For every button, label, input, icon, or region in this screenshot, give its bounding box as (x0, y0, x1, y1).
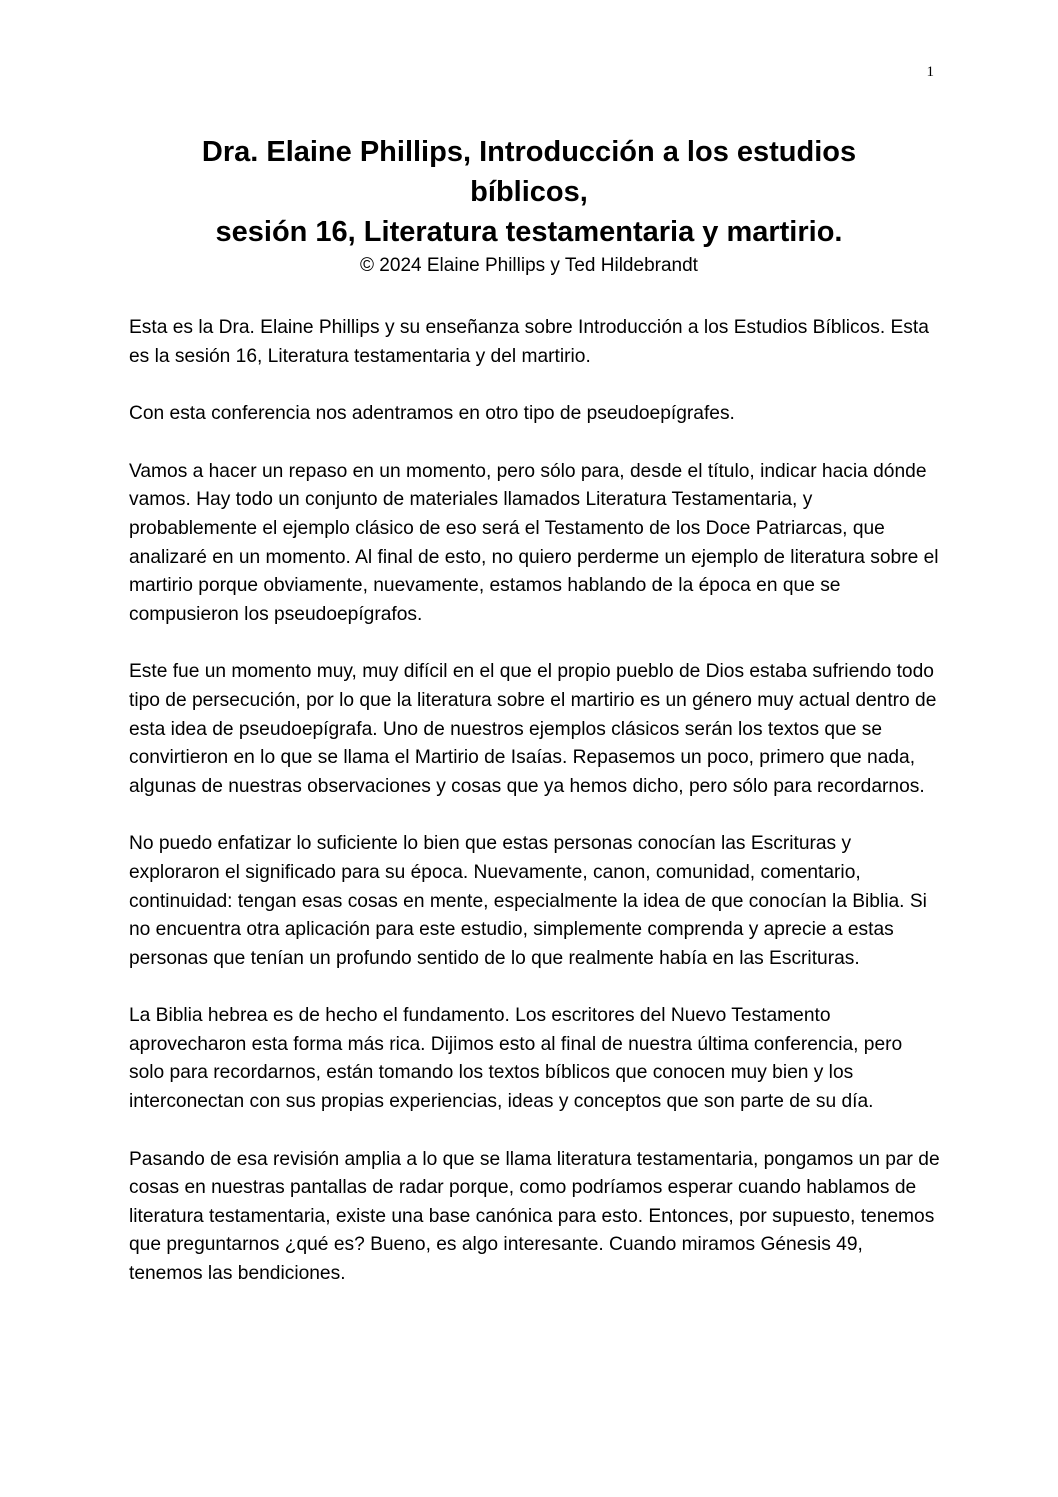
paragraph: La Biblia hebrea es de hecho el fundamento. Los escritores del Nuevo Testamento aprovecharon esta forma más rica. Dijimos esto al final de nuestra última conferencia, pero solo para recordarnos, están tomando los textos bíblicos que conocen muy bien y los interconectan con sus propias experiencias, ideas y conceptos que son parte de su día. (129, 1005, 903, 1113)
document-title-line-3: sesión 16, Literatura testamentaria y martirio. (215, 216, 843, 248)
paragraph: Esta es la Dra. Elaine Phillips y su enseñanza sobre Introducción a los Estudios Bíblicos. Esta es la sesión 16, Literatura testamentaria y del martirio. (129, 317, 929, 367)
paragraph: Con esta conferencia nos adentramos en otro tipo de pseudoepígrafes. (129, 403, 735, 425)
document-title-line-2: bíblicos, (470, 176, 588, 208)
paragraph: No puedo enfatizar lo suficiente lo bien que estas personas conocían las Escrituras y exploraron el significado para su época. Nuevamente, canon, comunidad, comentario, continuidad: tengan esas cosas en mente, especialmente la idea de que conocían la Biblia. Si no encuentra otra aplicación para este estudio, simplemente comprenda y aprecie a estas personas que tenían un profundo sentido de lo que realmente había en las Escrituras. (129, 833, 927, 969)
copyright-notice: © 2024 Elaine Phillips y Ted Hildebrandt (360, 255, 698, 276)
document-title-line-1: Dra. Elaine Phillips, Introducción a los estudios (201, 136, 857, 168)
document-body (129, 314, 941, 1318)
paragraph: Este fue un momento muy, muy difícil en el que el propio pueblo de Dios estaba sufriendo todo tipo de persecución, por lo que la literatura sobre el martirio es un género muy actual dentro de esta idea de pseudoepígrafa. Uno de nuestros ejemplos clásicos serán los textos que se convirtieron en lo que se llama el Martirio de Isaías. Repasemos un poco, primero que nada, algunas de nuestras observaciones y cosas que ya hemos dicho, pero sólo para recordarnos. (129, 661, 937, 797)
document-header (120, 132, 938, 278)
page-number: 1 (926, 64, 934, 80)
paragraph: Pasando de esa revisión amplia a lo que se llama literatura testamentaria, pongamos un par de cosas en nuestras pantallas de radar porque, como podríamos esperar cuando hablamos de literatura testamentaria, existe una base canónica para esto. Entonces, por supuesto, tenemos que preguntarnos ¿qué es? Bueno, es algo interesante. Cuando miramos Génesis 49, tenemos las bendiciones. (129, 1148, 940, 1285)
paragraph: Vamos a hacer un repaso en un momento, pero sólo para, desde el título, indicar hacia dónde vamos. Hay todo un conjunto de materiales llamados Literatura Testamentaria, y probablemente el ejemplo clásico de eso será el Testamento de los Doce Patriarcas, que analizaré en un momento. Al final de esto, no quiero perderme un ejemplo de literatura sobre el martirio porque obviamente, nuevamente, estamos hablando de la época en que se compusieron los pseudoepígrafos. (129, 460, 939, 625)
